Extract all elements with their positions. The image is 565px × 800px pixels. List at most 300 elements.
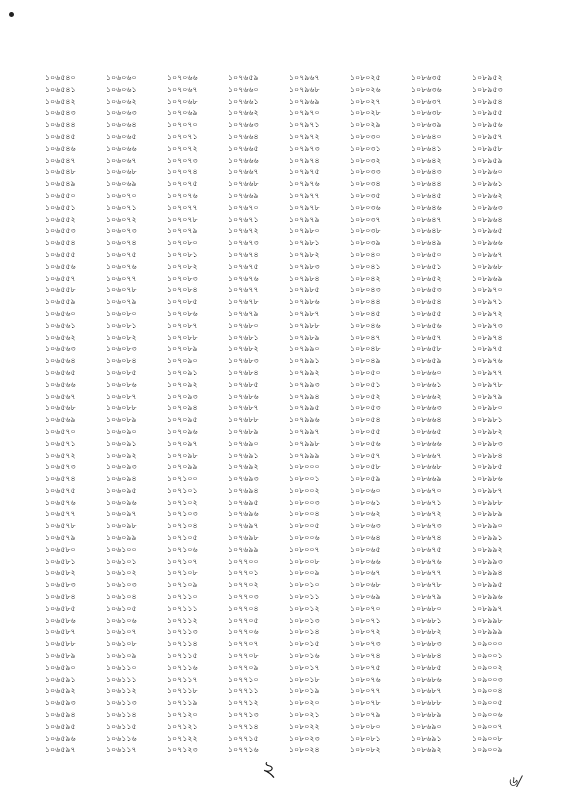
roll-number-cell: ১০৬১০১	[106, 556, 137, 566]
roll-number-cell: ১০৮৯৮৯	[472, 509, 503, 519]
table-row	[45, 485, 533, 497]
roll-number-cell: ১০৮৬৭৬	[411, 556, 442, 566]
roll-number-cell: ১০৮৬৭১	[411, 497, 442, 507]
roll-number-cell: ১০৭৬৬৫	[228, 143, 259, 153]
roll-number-cell: ১০৭১২০	[167, 710, 198, 720]
roll-number-cell: ১০৯০০৫	[472, 698, 503, 708]
table-row	[45, 461, 533, 473]
roll-number-cell: ১০৭৬৮৬	[228, 391, 259, 401]
roll-number-cell: ১০৭৭১২	[228, 698, 259, 708]
roll-number-cell: ১০৮৬৬৩	[411, 403, 442, 413]
roll-number-cell: ১০৬০৭৪	[106, 238, 137, 248]
roll-number-cell: ১০৬০৮২	[106, 332, 137, 342]
table-row	[45, 261, 533, 273]
roll-number-cell: ১০৯০০৯	[472, 745, 503, 755]
roll-number-cell: ১০৭৬৮১	[228, 332, 259, 342]
roll-number-cell: ১০৭৬৮৭	[228, 403, 259, 413]
roll-number-cell: ১০৮৯৫৫	[472, 108, 503, 118]
roll-number-cell: ১০৭৬৭৬	[228, 273, 259, 283]
table-row	[45, 107, 533, 119]
roll-number-cell: ১০৬৫৬৭	[45, 391, 76, 401]
roll-number-cell: ১০৮০৫২	[350, 391, 381, 401]
roll-number-cell: ১০৮৬৯০	[411, 721, 442, 731]
roll-number-cell: ১০৬০৯১	[106, 438, 137, 448]
roll-number-cell: ১০৬০৯৫	[106, 485, 137, 495]
roll-number-cell: ১০৬০৮৬	[106, 379, 137, 389]
roll-number-cell: ১০৮৬৫৯	[411, 356, 442, 366]
roll-number-cell: ১০৮০১১	[289, 592, 320, 602]
roll-number-cell: ১০৭৯৮৪	[289, 273, 320, 283]
roll-number-cell: ১০৭০৯৬	[167, 426, 198, 436]
roll-number-cell: ১০৮৬৫২	[411, 273, 442, 283]
roll-number-cell: ১০৭৭০৩	[228, 592, 259, 602]
roll-number-cell: ১০৬০৮৪	[106, 356, 137, 366]
roll-number-cell: ১০৮০০০	[289, 462, 320, 472]
roll-number-cell: ১০৮০৫৭	[350, 450, 381, 460]
roll-number-cell: ১০৮৯৭৯	[472, 391, 503, 401]
roll-number-cell: ১০৭০৭১	[167, 131, 198, 141]
roll-number-cell: ১০৭৭০২	[228, 580, 259, 590]
roll-number-cell: ১০৮৬৪০	[411, 131, 442, 141]
roll-number-cell: ১০৭৯৭৭	[289, 190, 320, 200]
roll-number-cell: ১০৭০৬৬	[167, 73, 198, 82]
roll-number-cell: ১০৬০৯২	[106, 450, 137, 460]
roll-number-cell: ১০৮০৭২	[350, 627, 381, 637]
roll-number-cell: ১০৮০১৩	[289, 615, 320, 625]
roll-number-cell: ১০৮০৩৯	[350, 238, 381, 248]
roll-number-cell: ১০৭১১৪	[167, 639, 198, 649]
roll-number-cell: ১০৭০৮২	[167, 261, 198, 271]
table-row	[45, 650, 533, 662]
roll-number-cell: ১০৮০৪২	[350, 273, 381, 283]
roll-number-cell: ১০৭৯৬৮	[289, 84, 320, 94]
roll-number-cell: ১০৬৫৭৩	[45, 462, 76, 472]
roll-number-cell: ১০৬৫৭২	[45, 450, 76, 460]
roll-number-cell: ১০৭৯৯৮	[289, 438, 320, 448]
roll-number-cell: ১০৭৯৮৬	[289, 297, 320, 307]
table-row	[45, 697, 533, 709]
roll-number-cell: ১০৮০২৬	[350, 84, 381, 94]
roll-number-cell: ১০৮৯৯৮	[472, 615, 503, 625]
table-row	[45, 284, 533, 296]
roll-number-cell: ১০৮৯৯৫	[472, 580, 503, 590]
roll-number-cell: ১০৯০০২	[472, 662, 503, 672]
roll-number-cell: ১০৮৬৪৩	[411, 167, 442, 177]
roll-number-cell: ১০৭১১১	[167, 603, 198, 613]
roll-number-cell: ১০৮০৭৮	[350, 698, 381, 708]
roll-number-cell: ১০৮৯৬৯	[472, 273, 503, 283]
roll-number-cell: ১০৮০৫৫	[350, 426, 381, 436]
roll-number-cell: ১০৮৬৬৫	[411, 426, 442, 436]
roll-number-cell: ১০৮০৪০	[350, 249, 381, 259]
table-row	[45, 638, 533, 650]
roll-number-cell: ১০৮০৪১	[350, 261, 381, 271]
roll-number-cell: ১০৭৬৬৮	[228, 179, 259, 189]
roll-number-cell: ১০৭৬৭৫	[228, 261, 259, 271]
roll-number-cell: ১০৭১১০	[167, 592, 198, 602]
roll-number-cell: ১০৮৬৫০	[411, 249, 442, 259]
roll-number-cell: ১০৮৯৬২	[472, 190, 503, 200]
roll-number-cell: ১০৭৬৮৩	[228, 356, 259, 366]
roll-number-cell: ১০৭৭১৬	[228, 745, 259, 755]
table-row	[45, 744, 533, 756]
table-row	[45, 450, 533, 462]
roll-number-cell: ১০৭৭১৫	[228, 733, 259, 743]
roll-number-cell: ১০৬৫৫৫	[45, 249, 76, 259]
roll-number-cell: ১০৬১০২	[106, 568, 137, 578]
roll-number-cell: ১০৭১১৭	[167, 674, 198, 684]
roll-number-cell: ১০৭০৯৮	[167, 450, 198, 460]
roll-number-cell: ১০৮০৭৩	[350, 639, 381, 649]
roll-number-cell: ১০৮০৬৮	[350, 580, 381, 590]
roll-number-cell: ১০৮৬৪৭	[411, 214, 442, 224]
roll-number-cell: ১০৮৬৫১	[411, 261, 442, 271]
roll-number-cell: ১০৭০৯১	[167, 367, 198, 377]
table-row	[45, 119, 533, 131]
corner-punch-mark	[9, 12, 14, 17]
table-row	[45, 567, 533, 579]
roll-number-cell: ১০৭৬৯৭	[228, 521, 259, 531]
roll-number-cell: ১০৮৯৭১	[472, 297, 503, 307]
roll-number-cell: ১০৭০৯৩	[167, 391, 198, 401]
roll-number-cell: ১০৭৬৫৯	[228, 73, 259, 82]
roll-number-cell: ১০৬৫৮০	[45, 544, 76, 554]
roll-number-cell: ১০৭৭১১	[228, 686, 259, 696]
table-row	[45, 615, 533, 627]
roll-number-cell: ১০৮০৭০	[350, 603, 381, 613]
roll-number-cell: ১০৮০৮০	[350, 721, 381, 731]
roll-number-cell: ১০৭৬৭০	[228, 202, 259, 212]
roll-number-cell: ১০৮০৩৭	[350, 214, 381, 224]
roll-number-cell: ১০৬১১৭	[106, 745, 137, 755]
roll-number-cell: ১০৭৭০৯	[228, 662, 259, 672]
roll-number-cell: ১০৮৯৫৭	[472, 131, 503, 141]
roll-number-cell: ১০৮৬৬৬	[411, 438, 442, 448]
roll-number-cell: ১০৯০০৩	[472, 674, 503, 684]
roll-number-cell: ১০৭০৭৭	[167, 202, 198, 212]
roll-number-table	[45, 72, 533, 756]
roll-number-cell: ১০৬০৮১	[106, 320, 137, 330]
roll-number-cell: ১০৮৬৪২	[411, 155, 442, 165]
roll-number-cell: ১০৭০৮৭	[167, 320, 198, 330]
roll-number-cell: ১০৭৬৭৭	[228, 285, 259, 295]
roll-number-cell: ১০৬৫৭৯	[45, 533, 76, 543]
roll-number-cell: ১০৬৫৯১	[45, 674, 76, 684]
roll-number-cell: ১০৭০৮৯	[167, 344, 198, 354]
roll-number-cell: ১০৮৬৬০	[411, 367, 442, 377]
table-row	[45, 166, 533, 178]
table-row	[45, 214, 533, 226]
roll-number-cell: ১০৭৯৮৭	[289, 308, 320, 318]
roll-number-cell: ১০৬১১৩	[106, 698, 137, 708]
roll-number-cell: ১০৬০৯৪	[106, 474, 137, 484]
roll-number-cell: ১০৭৭০৬	[228, 627, 259, 637]
roll-number-cell: ১০৭১১২	[167, 615, 198, 625]
roll-number-cell: ১০৭১০৪	[167, 521, 198, 531]
roll-number-cell: ১০৮০৩৫	[350, 190, 381, 200]
roll-number-cell: ১০৭৬৯৫	[228, 497, 259, 507]
roll-number-cell: ১০৭৬৭৩	[228, 238, 259, 248]
roll-number-cell: ১০৭০৮৩	[167, 273, 198, 283]
roll-number-cell: ১০৮০৫৩	[350, 403, 381, 413]
roll-number-cell: ১০৬১১২	[106, 686, 137, 696]
table-row	[45, 391, 533, 403]
roll-number-cell: ১০৭৯৮৩	[289, 261, 320, 271]
roll-number-cell: ১০৮৯৯২	[472, 544, 503, 554]
roll-number-cell: ১০৮০৩৮	[350, 226, 381, 236]
roll-number-cell: ১০৮০৬৪	[350, 533, 381, 543]
roll-number-cell: ১০৭০৭৬	[167, 190, 198, 200]
roll-number-cell: ১০৮৬৮৬	[411, 674, 442, 684]
roll-number-cell: ১০৯০০৬	[472, 710, 503, 720]
roll-number-cell: ১০৮৬৭০	[411, 485, 442, 495]
roll-number-cell: ১০৬৫৯৩	[45, 698, 76, 708]
roll-number-cell: ১০৮৯৭৭	[472, 367, 503, 377]
roll-number-cell: ১০৮৬৮৩	[411, 639, 442, 649]
table-row	[45, 556, 533, 568]
roll-number-cell: ১০৮৬৯২	[411, 745, 442, 755]
roll-number-cell: ১০৬০৬৩	[106, 108, 137, 118]
roll-number-cell: ১০৬৫৭১	[45, 438, 76, 448]
roll-number-cell: ১০৭৯৭৮	[289, 202, 320, 212]
roll-number-cell: ১০৮৬৪৯	[411, 238, 442, 248]
roll-number-cell: ১০৭৯৮৯	[289, 332, 320, 342]
table-row	[45, 273, 533, 285]
roll-number-cell: ১০৬৫৪২	[45, 96, 76, 106]
roll-number-cell: ১০৭৬৯৯	[228, 544, 259, 554]
roll-number-cell: ১০৭০৭২	[167, 143, 198, 153]
roll-number-cell: ১০৭১১৩	[167, 627, 198, 637]
roll-number-cell: ১০৭০৭৩	[167, 155, 198, 165]
roll-number-cell: ১০৯০০৮	[472, 733, 503, 743]
roll-number-cell: ১০৬১১৫	[106, 721, 137, 731]
roll-number-cell: ১০৭৭১৩	[228, 710, 259, 720]
roll-number-cell: ১০৮৬৪৫	[411, 190, 442, 200]
roll-number-cell: ১০৮৬৫৩	[411, 285, 442, 295]
roll-number-cell: ১০৭৯৮১	[289, 238, 320, 248]
roll-number-cell: ১০৮৬৮৪	[411, 651, 442, 661]
roll-number-cell: ১০৬৫৪০	[45, 73, 76, 82]
roll-number-cell: ১০৬১১৪	[106, 710, 137, 720]
roll-number-cell: ১০৮৯৭৮	[472, 379, 503, 389]
roll-number-cell: ১০৮০৫৪	[350, 415, 381, 425]
roll-number-cell: ১০৭৬৯৩	[228, 474, 259, 484]
roll-number-cell: ১০৮৯৬৫	[472, 226, 503, 236]
roll-number-cell: ১০৮০৬৭	[350, 568, 381, 578]
roll-number-cell: ১০৭৬৬০	[228, 84, 259, 94]
roll-number-cell: ১০৮৬৮৮	[411, 698, 442, 708]
table-row	[45, 497, 533, 509]
roll-number-cell: ১০৮৬৫৪	[411, 297, 442, 307]
roll-number-cell: ১০৭০৬৮	[167, 96, 198, 106]
roll-number-cell: ১০৭১০৯	[167, 580, 198, 590]
roll-number-cell: ১০৮০৭৫	[350, 662, 381, 672]
roll-number-cell: ১০৬৫৯২	[45, 686, 76, 696]
roll-number-cell: ১০৮০৪৭	[350, 332, 381, 342]
roll-number-cell: ১০৭০৯৭	[167, 438, 198, 448]
table-row	[45, 296, 533, 308]
roll-number-cell: ১০৭৯৭০	[289, 108, 320, 118]
roll-number-cell: ১০৮০১৮	[289, 674, 320, 684]
roll-number-cell: ১০৭৯৮৮	[289, 320, 320, 330]
roll-number-cell: ১০৭৬৬৬	[228, 155, 259, 165]
roll-number-cell: ১০৭০৯৯	[167, 462, 198, 472]
roll-number-cell: ১০৭৭০৫	[228, 615, 259, 625]
roll-number-cell: ১০৬০৬৫	[106, 131, 137, 141]
roll-number-cell: ১০৭০৮৬	[167, 308, 198, 318]
roll-number-cell: ১০৬০৭২	[106, 214, 137, 224]
table-row	[45, 402, 533, 414]
roll-number-cell: ১০৮০২২	[289, 721, 320, 731]
roll-number-cell: ১০৬১০০	[106, 544, 137, 554]
roll-number-cell: ১০৬৫৪৮	[45, 167, 76, 177]
table-row	[45, 733, 533, 745]
roll-number-cell: ১০৮৯৫৩	[472, 84, 503, 94]
table-row	[45, 685, 533, 697]
roll-number-cell: ১০৮৯৬১	[472, 179, 503, 189]
roll-number-cell: ১০৮০৬১	[350, 497, 381, 507]
roll-number-cell: ১০৬৫৬২	[45, 332, 76, 342]
roll-number-cell: ১০৮৬৩৬	[411, 84, 442, 94]
roll-number-cell: ১০৭১০২	[167, 497, 198, 507]
table-row	[45, 544, 533, 556]
roll-number-cell: ১০৬৫৪৪	[45, 120, 76, 130]
table-row	[45, 308, 533, 320]
roll-number-cell: ১০৭৬৬৭	[228, 167, 259, 177]
roll-number-cell: ১০৭৯৯০	[289, 344, 320, 354]
roll-number-cell: ১০৬১১৬	[106, 733, 137, 743]
roll-number-cell: ১০৭১০৬	[167, 544, 198, 554]
roll-number-cell: ১০৬৫৬৪	[45, 356, 76, 366]
table-row	[45, 674, 533, 686]
roll-number-cell: ১০৯০০০	[472, 639, 503, 649]
roll-number-cell: ১০৮০৪৪	[350, 297, 381, 307]
roll-number-cell: ১০৮৯৭৩	[472, 320, 503, 330]
roll-number-cell: ১০৭৯৯৬	[289, 415, 320, 425]
table-row	[45, 721, 533, 733]
roll-number-cell: ১০৮০৭৯	[350, 710, 381, 720]
table-row	[45, 438, 533, 450]
roll-number-cell: ১০৮০৭১	[350, 615, 381, 625]
roll-number-cell: ১০৮৯৮৩	[472, 438, 503, 448]
roll-number-cell: ১০৬৫৫২	[45, 214, 76, 224]
table-row	[45, 414, 533, 426]
roll-number-cell: ১০৭৯৭৬	[289, 179, 320, 189]
table-row	[45, 131, 533, 143]
roll-number-cell: ১০৭০৮৪	[167, 285, 198, 295]
roll-number-cell: ১০৬০৬৪	[106, 120, 137, 130]
roll-number-cell: ১০৮৬৬৭	[411, 450, 442, 460]
roll-number-cell: ১০৭৭১৪	[228, 721, 259, 731]
roll-number-cell: ১০৬৫৭০	[45, 426, 76, 436]
roll-number-cell: ১০৭১১৫	[167, 651, 198, 661]
roll-number-cell: ১০৮০১৯	[289, 686, 320, 696]
roll-number-cell: ১০৭৬৭৪	[228, 249, 259, 259]
roll-number-cell: ১০৮৬৫৫	[411, 308, 442, 318]
roll-number-cell: ১০৮৬৬৮	[411, 462, 442, 472]
roll-number-cell: ১০৭১০৩	[167, 509, 198, 519]
roll-number-cell: ১০৬৫৭৬	[45, 497, 76, 507]
table-row	[45, 603, 533, 615]
roll-number-cell: ১০৬১০৯	[106, 651, 137, 661]
roll-number-cell: ১০৮০২৭	[350, 96, 381, 106]
roll-number-cell: ১০৭৬৯২	[228, 462, 259, 472]
table-row	[45, 532, 533, 544]
roll-number-cell: ১০৭৬৬৯	[228, 190, 259, 200]
roll-number-cell: ১০৬১০৪	[106, 592, 137, 602]
roll-number-cell: ১০৮০৫১	[350, 379, 381, 389]
table-row	[45, 662, 533, 674]
table-row	[45, 190, 533, 202]
roll-number-cell: ১০৮০১০	[289, 580, 320, 590]
roll-number-cell: ১০৭০৬৭	[167, 84, 198, 94]
roll-number-cell: ১০৮০৬৫	[350, 544, 381, 554]
roll-number-cell: ১০৮০২৮	[350, 108, 381, 118]
roll-number-cell: ১০৭০৯২	[167, 379, 198, 389]
table-row	[45, 343, 533, 355]
roll-number-cell: ১০৬০৭১	[106, 202, 137, 212]
roll-number-cell: ১০৭১২১	[167, 721, 198, 731]
roll-number-cell: ১০৮৬৪৮	[411, 226, 442, 236]
roll-number-cell: ১০৬১১১	[106, 674, 137, 684]
roll-number-cell: ১০৭৬৮৪	[228, 367, 259, 377]
roll-number-cell: ১০৮৯৮৫	[472, 462, 503, 472]
roll-number-cell: ১০৮০৬৩	[350, 521, 381, 531]
roll-number-cell: ১০৬৫৮৭	[45, 627, 76, 637]
roll-number-cell: ১০৬৫৪৯	[45, 179, 76, 189]
roll-number-cell: ১০৮০৬৯	[350, 592, 381, 602]
roll-number-cell: ১০৮৯৮২	[472, 426, 503, 436]
roll-number-cell: ১০৬০৭৬	[106, 261, 137, 271]
roll-number-cell: ১০৮৯৯৪	[472, 568, 503, 578]
roll-number-cell: ১০৭৬৬১	[228, 96, 259, 106]
roll-number-cell: ১০৬৫৮১	[45, 556, 76, 566]
roll-number-cell: ১০৭৬৭৯	[228, 308, 259, 318]
table-row	[45, 355, 533, 367]
roll-number-cell: ১০৬০৭৭	[106, 273, 137, 283]
roll-number-cell: ১০৭৯৭২	[289, 131, 320, 141]
roll-number-cell: ১০৮৯৭৪	[472, 332, 503, 342]
roll-number-cell: ১০৮০০৪	[289, 509, 320, 519]
roll-number-cell: ১০৮০০২	[289, 485, 320, 495]
roll-number-cell: ১০৮০১২	[289, 603, 320, 613]
roll-number-cell: ১০৮৬৭৭	[411, 568, 442, 578]
roll-number-cell: ১০৮৬৭৫	[411, 544, 442, 554]
roll-number-cell: ১০৬৫৫৪	[45, 238, 76, 248]
roll-number-cell: ১০৬৫৪৭	[45, 155, 76, 165]
roll-number-cell: ১০৬১১০	[106, 662, 137, 672]
roll-number-cell: ১০৮০৫০	[350, 367, 381, 377]
roll-number-cell: ১০৮৯৮৭	[472, 485, 503, 495]
table-row	[45, 72, 533, 84]
roll-number-cell: ১০৮৬৭২	[411, 509, 442, 519]
roll-number-cell: ১০৮৬৭৯	[411, 592, 442, 602]
table-row	[45, 367, 533, 379]
roll-number-cell: ১০৭৯৬৯	[289, 96, 320, 106]
table-row	[45, 709, 533, 721]
roll-number-cell: ১০৬৫৬৫	[45, 367, 76, 377]
roll-number-cell: ১০৬৫৪৫	[45, 131, 76, 141]
roll-number-cell: ১০৮৯৬৭	[472, 249, 503, 259]
roll-number-cell: ১০৬৫৫৬	[45, 261, 76, 271]
roll-number-cell: ১০৭৯৯২	[289, 367, 320, 377]
table-row	[45, 426, 533, 438]
roll-number-cell: ১০৭৯৮২	[289, 249, 320, 259]
roll-number-cell: ১০৮৯৭৬	[472, 356, 503, 366]
roll-number-cell: ১০৮৬৫৭	[411, 332, 442, 342]
roll-number-cell: ১০৬৫৮৮	[45, 639, 76, 649]
table-row	[45, 473, 533, 485]
